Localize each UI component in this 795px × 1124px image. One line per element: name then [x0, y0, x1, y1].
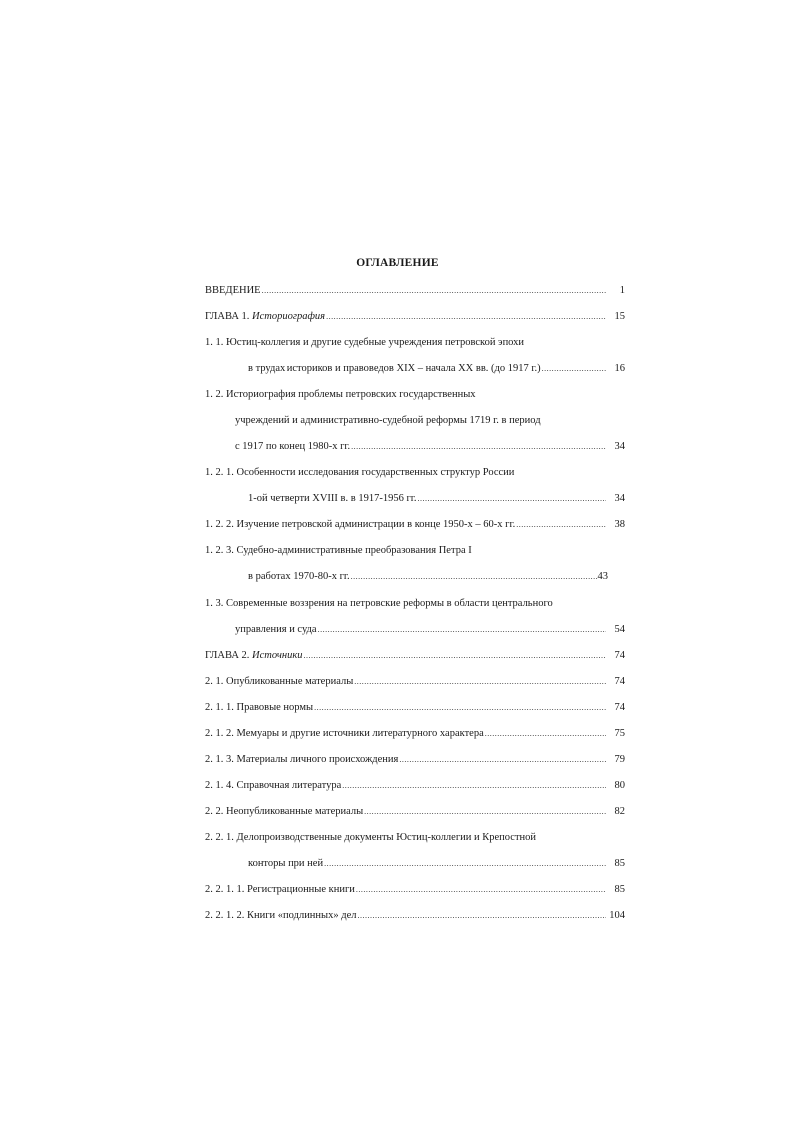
dot-leader: [418, 491, 606, 507]
dot-leader: [318, 622, 606, 638]
toc-entry: [205, 596, 625, 612]
entry-text: Судебно-административные преобразования Петра I: [236, 545, 472, 556]
page-number: 43: [597, 571, 608, 582]
toc-entry: [205, 804, 625, 820]
page-number: 85: [614, 858, 625, 869]
toc-entry: [205, 335, 625, 351]
page-number: 82: [614, 806, 625, 817]
entry-number: 1. 1.: [205, 337, 224, 348]
toc-entry: [205, 830, 625, 846]
entry-text: Современные воззрения на петровские реформы в области центрального: [226, 598, 553, 609]
entry-number: 2. 1.: [205, 676, 224, 687]
toc-entry: [205, 517, 625, 533]
entry-text: Источники: [252, 650, 303, 661]
dot-leader: [354, 674, 606, 690]
entry-number: 2. 2. 1. 2.: [205, 910, 245, 921]
toc-entry: [205, 778, 625, 794]
entry-text: Неопубликованные материалы: [226, 806, 364, 817]
dot-leader: [326, 309, 606, 325]
entry-text: в работах 1970-80-х гг.: [248, 571, 350, 582]
toc-entry: [205, 882, 625, 898]
entry-text: Опубликованные материалы: [226, 676, 354, 687]
entry-number: 1. 2.: [205, 389, 224, 400]
page-number: 34: [614, 441, 625, 452]
toc-entry: [205, 543, 625, 559]
entry-text: Историография: [252, 311, 326, 322]
toc-entry-continuation: [205, 439, 625, 455]
entry-text: Правовые нормы: [236, 702, 314, 713]
page-number: 74: [614, 702, 625, 713]
entry-number: 2. 2. 1.: [205, 832, 234, 843]
entry-number: 2. 2. 1. 1.: [205, 884, 245, 895]
toc-entry-continuation: [205, 413, 625, 429]
toc-entry: [205, 648, 625, 664]
toc-entry-continuation: [205, 361, 625, 377]
page-number: 104: [609, 910, 625, 921]
entry-number: 2. 2.: [205, 806, 224, 817]
entry-number: 2. 1. 3.: [205, 754, 234, 765]
toc-entry-continuation: [205, 491, 625, 507]
page-number: 54: [614, 624, 625, 635]
entry-text: 1-ой четверти XVIII в. в 1917-1956 гг.: [248, 493, 417, 504]
toc-entry: [205, 752, 625, 768]
toc-entry: [205, 700, 625, 716]
toc-entry: [205, 309, 625, 325]
entry-number: 2. 1. 2.: [205, 728, 234, 739]
entry-number: 1. 2. 3.: [205, 545, 234, 556]
entry-text: Юстиц-коллегия и другие судебные учреждения петровской эпохи: [226, 337, 525, 348]
entry-text: Изучение петровской администрации в конце 1950-х – 60-х гг.: [236, 519, 516, 530]
entry-text: Регистрационные книги: [247, 884, 355, 895]
page-number: 15: [614, 311, 625, 322]
dot-leader: [485, 726, 606, 742]
page-number: 80: [614, 780, 625, 791]
dot-leader: [314, 700, 606, 716]
entry-text: Материалы личного происхождения: [236, 754, 399, 765]
entry-number: ГЛАВА 2.: [205, 650, 250, 661]
page-number: 75: [614, 728, 625, 739]
dot-leader: [516, 517, 606, 533]
entry-number: 2. 1. 4.: [205, 780, 234, 791]
page-number: 38: [614, 519, 625, 530]
dot-leader: [364, 804, 606, 820]
entry-text: историков и правоведов XIX – начала XX вв. (до 1917 г.): [286, 363, 541, 374]
dot-leader: [262, 283, 606, 299]
toc-entry: [205, 674, 625, 690]
entry-number: ГЛАВА 1.: [205, 311, 250, 322]
entry-text: Историография проблемы петровских государственных: [226, 389, 476, 400]
entry-number: 1. 3.: [205, 598, 224, 609]
entry-number: 1. 2. 2.: [205, 519, 234, 530]
toc-entry-continuation: [205, 622, 625, 638]
page-number: 85: [614, 884, 625, 895]
dot-leader: [324, 856, 606, 872]
entry-text: Справочная литература: [236, 780, 342, 791]
dot-leader: [356, 882, 606, 898]
page-number: 1: [619, 285, 625, 296]
toc-entry: [205, 283, 625, 299]
toc-entry: [205, 465, 625, 481]
dot-leader: [351, 569, 598, 585]
entry-text: учреждений и административно-судебной реформы 1719 г. в период: [235, 415, 541, 426]
toc-entry: [205, 387, 625, 403]
entry-number: 2. 1. 1.: [205, 702, 234, 713]
entry-number: 1. 2. 1.: [205, 467, 234, 478]
page-number: 79: [614, 754, 625, 765]
page-number: 74: [614, 650, 625, 661]
dot-leader: [399, 752, 606, 768]
page-number: 34: [614, 493, 625, 504]
page-number: 16: [614, 363, 625, 374]
dot-leader: [357, 908, 606, 924]
entry-text: с 1917 по конец 1980-х гг.: [235, 441, 351, 452]
entry-text: Мемуары и другие источники литературного характера: [236, 728, 484, 739]
dot-leader: [303, 648, 606, 664]
entry-text: Книги «подлинных» дел: [247, 910, 357, 921]
toc-title: ОГЛАВЛЕНИЕ: [356, 257, 439, 269]
entry-text: конторы при ней: [248, 858, 324, 869]
entry-text: Особенности исследования государственных структур России: [236, 467, 515, 478]
entry-text: Делопроизводственные документы Юстиц-коллегии и Крепостной: [236, 832, 537, 843]
toc-entry: [205, 726, 625, 742]
toc-entry: [205, 908, 625, 924]
toc-entry-continuation: [205, 856, 625, 872]
entry-text: ВВЕДЕНИЕ: [205, 285, 261, 296]
page-number: 74: [614, 676, 625, 687]
dot-leader: [342, 778, 606, 794]
dot-leader: [351, 439, 606, 455]
entry-text: в трудах: [248, 363, 286, 374]
toc-entry-continuation: [205, 569, 625, 585]
entry-text: управления и суда: [235, 624, 317, 635]
